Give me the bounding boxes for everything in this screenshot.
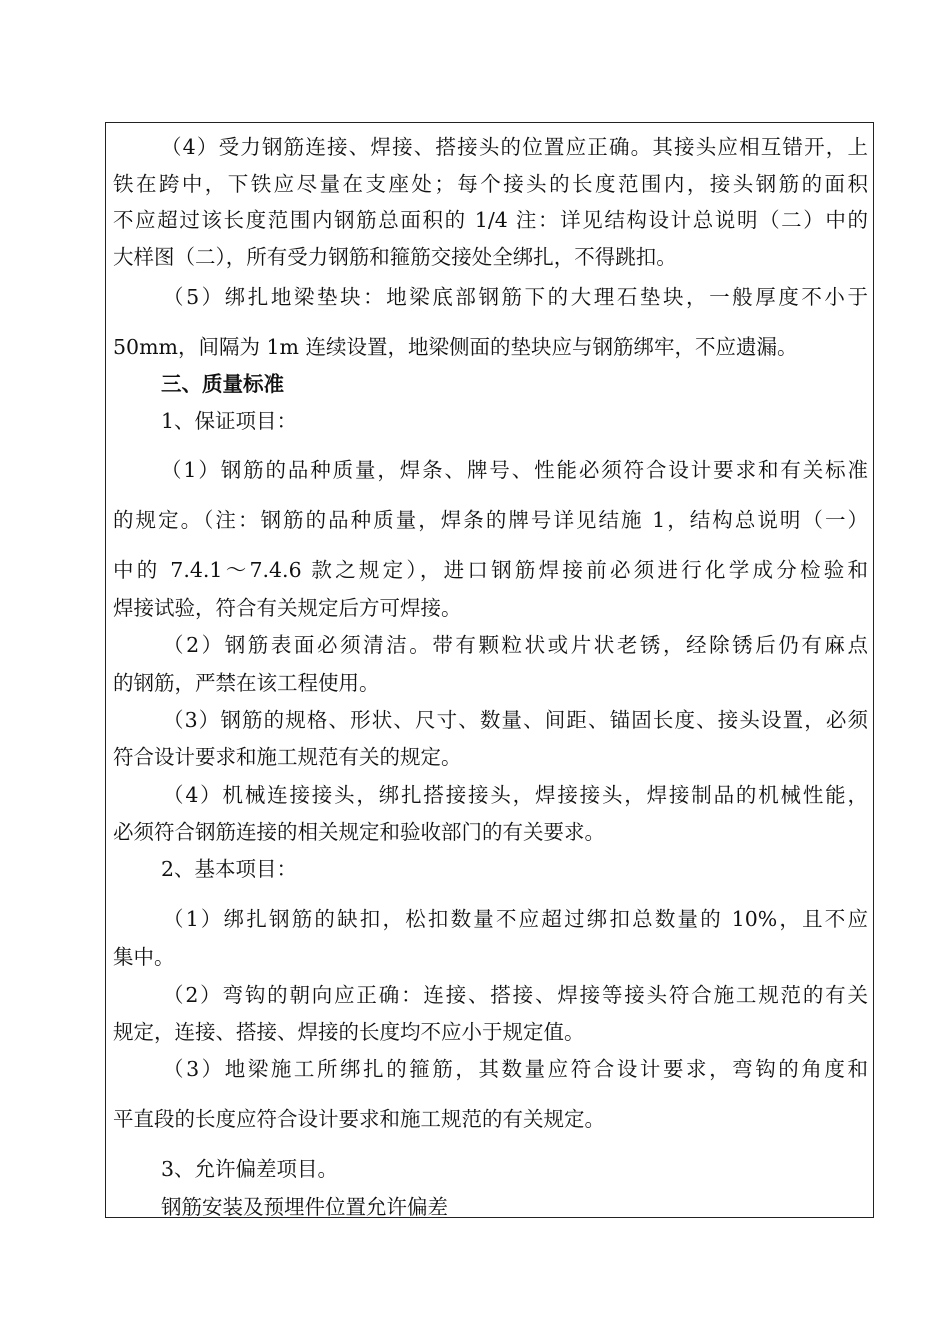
item-3-line-2: 符合设计要求和施工规范有关的规定。 <box>113 745 462 769</box>
basic-1-line-1: （1）绑扎钢筋的缺扣，松扣数量不应超过绑扣总数量的 10%，且不应 <box>163 907 868 931</box>
para-5-line-2: 50mm，间隔为 1m 连续设置，地梁侧面的垫块应与钢筋绑牢，不应遗漏。 <box>113 335 798 359</box>
basic-2-line-2: 规定，连接、搭接、焊接的长度均不应小于规定值。 <box>113 1020 585 1044</box>
basic-3-line-1: （3）地梁施工所绑扎的箍筋，其数量应符合设计要求，弯钩的角度和 <box>163 1057 868 1081</box>
para-4-line-3: 不应超过该长度范围内钢筋总面积的 1/4 注：详见结构设计总说明（二）中的 <box>113 208 868 232</box>
item-1-line-1: （1）钢筋的品种质量，焊条、牌号、性能必须符合设计要求和有关标准 <box>161 458 868 482</box>
table-caption: 钢筋安装及预埋件位置允许偏差 <box>161 1195 448 1219</box>
para-4-line-1: （4）受力钢筋连接、焊接、搭接头的位置应正确。其接头应相互错开，上 <box>161 135 868 159</box>
subsection-2-heading: 2、基本项目： <box>161 857 298 881</box>
section-heading: 三、质量标准 <box>161 372 284 396</box>
subsection-1-heading: 1、保证项目： <box>161 409 298 433</box>
para-4-line-2: 铁在跨中，下铁应尽量在支座处；每个接头的长度范围内，接头钢筋的面积 <box>113 172 868 196</box>
basic-2-line-1: （2）弯钩的朝向应正确：连接、搭接、焊接等接头符合施工规范的有关 <box>163 983 868 1007</box>
item-4-line-2: 必须符合钢筋连接的相关规定和验收部门的有关要求。 <box>113 820 605 844</box>
item-1-line-2: 的规定。（注：钢筋的品种质量，焊条的牌号详见结施 1，结构总说明（一） <box>113 508 868 532</box>
item-2-line-1: （2）钢筋表面必须清洁。带有颗粒状或片状老锈，经除锈后仍有麻点 <box>163 633 868 657</box>
basic-1-line-2: 集中。 <box>113 945 175 969</box>
item-3-line-1: （3）钢筋的规格、形状、尺寸、数量、间距、锚固长度、接头设置，必须 <box>163 708 868 732</box>
basic-3-line-2: 平直段的长度应符合设计要求和施工规范的有关规定。 <box>113 1107 605 1131</box>
item-1-line-3: 中的 7.4.1～7.4.6 款之规定），进口钢筋焊接前必须进行化学成分检验和 <box>113 558 868 582</box>
item-1-line-4: 焊接试验，符合有关规定后方可焊接。 <box>113 596 462 620</box>
subsection-3-heading: 3、允许偏差项目。 <box>161 1157 339 1181</box>
para-5-line-1: （5）绑扎地梁垫块：地梁底部钢筋下的大理石垫块，一般厚度不小于 <box>163 285 868 309</box>
item-4-line-1: （4）机械连接接头，绑扎搭接接头，焊接接头，焊接制品的机械性能， <box>163 783 868 807</box>
para-4-line-4: 大样图（二），所有受力钢筋和箍筋交接处全绑扎，不得跳扣。 <box>113 245 677 269</box>
item-2-line-2: 的钢筋，严禁在该工程使用。 <box>113 671 380 695</box>
